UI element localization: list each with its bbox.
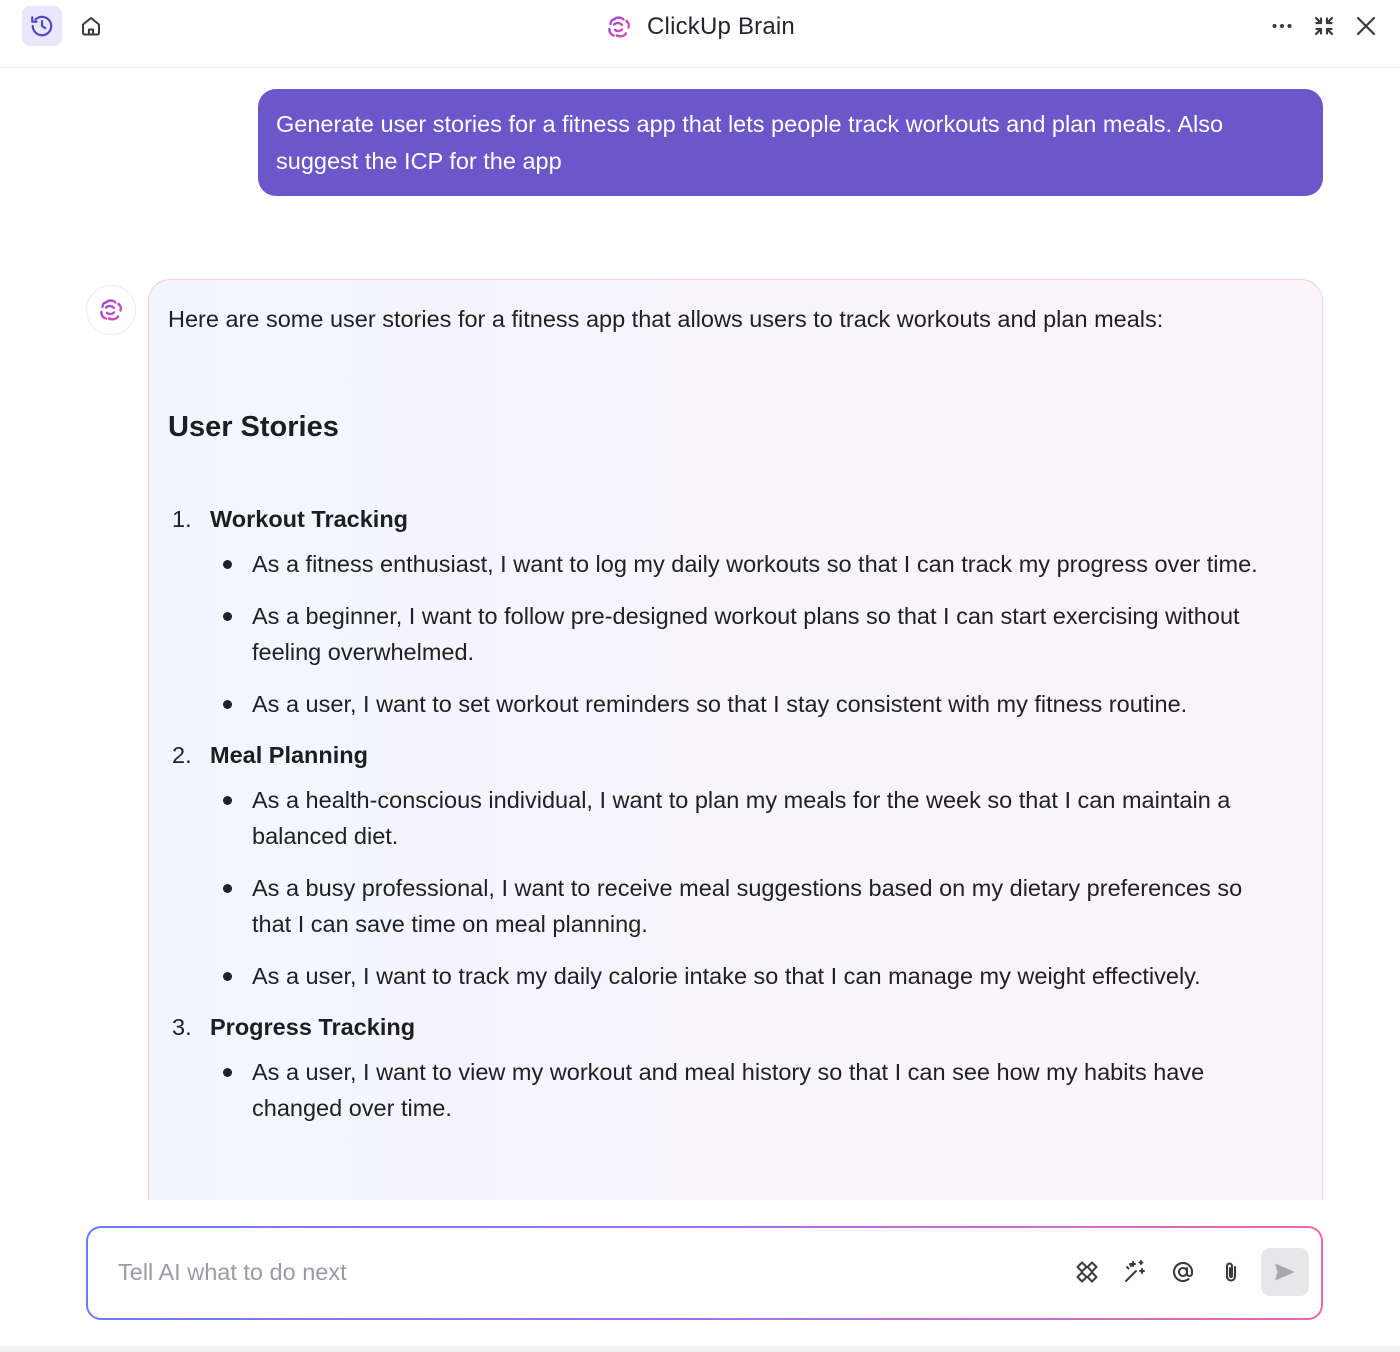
bullet-list: [168, 1054, 1298, 1126]
apps-icon: [1074, 1259, 1100, 1285]
clickup-brain-logo-icon: [605, 13, 633, 41]
bullet-dot: [223, 796, 232, 805]
ai-intro-text: Here are some user stories for a fitness app that allows users to track workouts and plan meals:: [168, 306, 1164, 332]
list-number: 1.: [172, 506, 192, 532]
attachment-button[interactable]: [1211, 1248, 1251, 1296]
bullet-dot: [223, 700, 232, 709]
list-section-title: Workout Tracking: [210, 506, 409, 532]
user-stories-list: [168, 502, 1298, 1142]
list-item-text: As a busy professional, I want to receive meal suggestions based on my dietary preferences so that I can save time on meal planning.: [252, 875, 1243, 937]
attachment-icon: [1219, 1259, 1243, 1285]
list-item-text: As a user, I want to track my daily calorie intake so that I can manage my weight effectively.: [252, 963, 1201, 989]
header-bar: [0, 0, 1400, 68]
list-item-text: As a fitness enthusiast, I want to log my daily workouts so that I can track my progress over time.: [252, 551, 1258, 577]
window-title: [0, 12, 1400, 42]
list-item: [252, 958, 1298, 994]
apps-button[interactable]: [1067, 1248, 1107, 1296]
list-item: [252, 598, 1298, 670]
prompt-input[interactable]: [118, 1252, 1018, 1292]
clickup-brain-avatar-icon: [97, 296, 125, 324]
section-heading: User Stories: [168, 411, 339, 443]
list-item: [252, 782, 1298, 854]
list-item-text: As a health-conscious individual, I want to plan my meals for the week so that I can maintain a balanced diet.: [252, 787, 1231, 849]
bullet-dot: [223, 1068, 232, 1077]
user-message-bubble: [258, 89, 1323, 196]
bullet-dot: [223, 560, 232, 569]
list-section-title: Progress Tracking: [210, 1014, 416, 1040]
collapse-icon: [1313, 15, 1335, 37]
close-button[interactable]: [1346, 6, 1386, 46]
more-icon: [1269, 13, 1295, 39]
list-item: [252, 1054, 1298, 1126]
bullet-dot: [223, 612, 232, 621]
composer-tools: [1067, 1248, 1309, 1296]
list-section-meal-planning: [168, 738, 1298, 994]
ai-actions-button[interactable]: [1115, 1248, 1155, 1296]
mention-icon: [1170, 1259, 1196, 1285]
list-section-title: Meal Planning: [210, 742, 368, 768]
ai-avatar: [86, 285, 136, 335]
list-item-text: As a user, I want to set workout reminders so that I stay consistent with my fitness routine.: [252, 691, 1188, 717]
list-section-progress-tracking: [168, 1010, 1298, 1126]
mention-button[interactable]: [1163, 1248, 1203, 1296]
user-message-text: Generate user stories for a fitness app that lets people track workouts and plan meals. Also suggest the ICP for the app: [276, 111, 1224, 174]
list-item-text: As a user, I want to view my workout and meal history so that I can see how my habits have changed over time.: [252, 1059, 1205, 1121]
close-icon: [1354, 14, 1378, 38]
list-item-text: As a beginner, I want to follow pre-designed workout plans so that I can start exercising without feeling overwhelmed.: [252, 603, 1240, 665]
bullet-dot: [223, 972, 232, 981]
magic-wand-icon: [1121, 1258, 1149, 1286]
list-item: [252, 686, 1298, 722]
ai-response-bubble: [148, 279, 1323, 1200]
prompt-composer-inner: [88, 1228, 1321, 1318]
bottom-divider: [0, 1346, 1400, 1352]
bullet-list: [168, 782, 1298, 994]
send-icon: [1272, 1259, 1298, 1285]
list-item: [252, 870, 1298, 942]
send-button[interactable]: [1261, 1248, 1309, 1296]
collapse-button[interactable]: [1304, 6, 1344, 46]
list-number: 3.: [172, 1014, 192, 1040]
list-section-workout-tracking: [168, 502, 1298, 722]
header-actions: [1262, 6, 1386, 46]
prompt-composer: [86, 1226, 1323, 1320]
bullet-list: [168, 546, 1298, 722]
list-item: [252, 546, 1298, 582]
window-title-text: ClickUp Brain: [647, 13, 795, 40]
bullet-dot: [223, 884, 232, 893]
list-number: 2.: [172, 742, 192, 768]
more-options-button[interactable]: [1262, 6, 1302, 46]
